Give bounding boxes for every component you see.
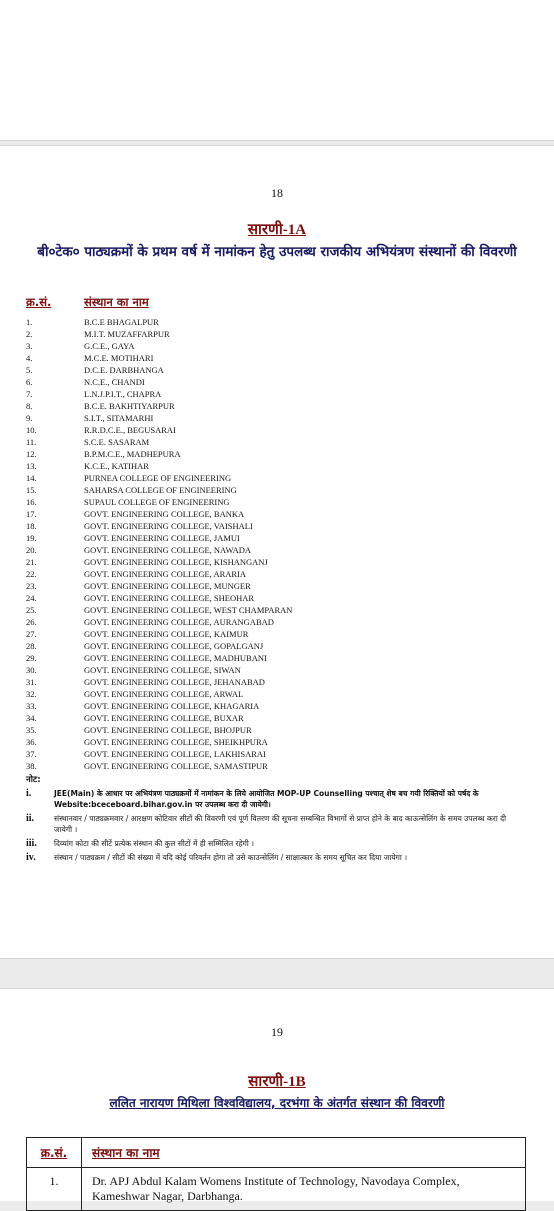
institute-name: GOVT. ENGINEERING COLLEGE, GOPALGANJ — [84, 641, 264, 651]
institute-name: Dr. APJ Abdul Kalam Womens Institute of Technology, Navodaya Complex, Kameshwar Nagar, Darbhanga. — [82, 1168, 526, 1211]
serial-number: 19. — [26, 533, 37, 543]
note-text: संस्थानवार / पाठ्यक्रमवार / आरक्षण कोटिवार सीटों की विवरणी एवं पूर्ण वितरण की सूचना सम्बन्धित विभागों से प्राप्त होने के बाद काऊन्सेलिंग के समय उपलब्ध करा दी जायेगी । — [54, 814, 507, 834]
list-item — [26, 388, 526, 400]
note-item — [26, 813, 526, 835]
serial-number: 20. — [26, 545, 37, 555]
serial-number: 35. — [26, 725, 37, 735]
serial-number: 37. — [26, 749, 37, 759]
note-number: iii. — [26, 838, 37, 849]
list-item — [26, 664, 526, 676]
list-item — [26, 472, 526, 484]
list-item — [26, 580, 526, 592]
serial-number: 22. — [26, 569, 37, 579]
institute-name: GOVT. ENGINEERING COLLEGE, MADHUBANI — [84, 653, 267, 663]
institute-name: L.N.J.P.I.T., CHAPRA — [84, 389, 162, 399]
note-number: i. — [26, 788, 32, 799]
list-item — [26, 568, 526, 580]
serial-number: 23. — [26, 581, 37, 591]
list-item — [26, 460, 526, 472]
list-item — [26, 400, 526, 412]
list-item — [26, 328, 526, 340]
note-item — [26, 838, 526, 849]
notes-label: नोट: — [26, 775, 41, 785]
previous-page-fragment — [0, 0, 554, 141]
table-subtitle-1b: ललित नारायण मिथिला विश्वविद्यालय, दरभंगा के अंतर्गत संस्थान की विवरणी — [109, 1096, 445, 1110]
list-item — [26, 640, 526, 652]
note-number: ii. — [26, 813, 35, 824]
institute-name: R.R.D.C.E., BEGUSARAI — [84, 425, 176, 435]
list-item — [26, 376, 526, 388]
institute-name: GOVT. ENGINEERING COLLEGE, JAMUI — [84, 533, 240, 543]
institute-name: M.I.T. MUZAFFARPUR — [84, 329, 170, 339]
list-item — [26, 676, 526, 688]
serial-number: 3. — [26, 341, 33, 351]
note-text: संस्थान / पाठ्यक्रम / सीटों की संख्या में यदि कोई परिवर्तन होगा तो उसे काउन्सेलिंग / साक्षात्कार के समय सूचित कर दिया जायेगा । — [54, 853, 408, 862]
institute-name: D.C.E. DARBHANGA — [84, 365, 164, 375]
institute-name: GOVT. ENGINEERING COLLEGE, KAIMUR — [84, 629, 249, 639]
list-item — [26, 724, 526, 736]
institute-name: SAHARSA COLLEGE OF ENGINEERING — [84, 485, 237, 495]
list-item — [26, 592, 526, 604]
note-item — [26, 852, 526, 863]
serial-number: 2. — [26, 329, 33, 339]
institute-name: GOVT. ENGINEERING COLLEGE, WEST CHAMPARAN — [84, 605, 293, 615]
institute-name: GOVT. ENGINEERING COLLEGE, ARARIA — [84, 569, 247, 579]
column-header-serial: क्र.सं. — [27, 1138, 82, 1168]
table-row — [27, 1168, 526, 1211]
list-item — [26, 364, 526, 376]
serial-number: 25. — [26, 605, 37, 615]
institute-name: M.C.E. MOTIHARI — [84, 353, 154, 363]
institute-name: G.C.E., GAYA — [84, 341, 135, 351]
serial-number: 27. — [26, 629, 37, 639]
list-item — [26, 628, 526, 640]
institute-name: GOVT. ENGINEERING COLLEGE, LAKHISARAI — [84, 749, 266, 759]
serial-number: 11. — [26, 437, 37, 447]
list-item — [26, 340, 526, 352]
table-subtitle-1a: बी०टेक० पाठ्यक्रमों के प्रथम वर्ष में नामांकन हेतु उपलब्ध राजकीय अभियंत्रण संस्थानों की विवरणी — [37, 244, 517, 260]
list-item — [26, 616, 526, 628]
list-item — [26, 508, 526, 520]
institute-name: GOVT. ENGINEERING COLLEGE, KISHANGANJ — [84, 557, 268, 567]
list-item — [26, 700, 526, 712]
table-title-1a: सारणी-1A — [247, 222, 307, 238]
list-item — [26, 544, 526, 556]
list-item — [26, 352, 526, 364]
serial-number: 31. — [26, 677, 37, 687]
serial-number: 12. — [26, 449, 37, 459]
serial-number: 8. — [26, 401, 33, 411]
institute-name: GOVT. ENGINEERING COLLEGE, AURANGABAD — [84, 617, 274, 627]
serial-number: 18. — [26, 521, 37, 531]
list-item — [26, 520, 526, 532]
list-item — [26, 748, 526, 760]
page-number: 19 — [271, 1025, 283, 1039]
institute-name: GOVT. ENGINEERING COLLEGE, NAWADA — [84, 545, 252, 555]
list-item — [26, 412, 526, 424]
institute-name: GOVT. ENGINEERING COLLEGE, SAMASTIPUR — [84, 761, 268, 771]
list-item — [26, 652, 526, 664]
note-text: दिव्यांग कोटा की सीटें प्रत्येक संस्थान की कुल सीटों में ही सम्मिलित रहेगी । — [54, 839, 254, 848]
institute-name: GOVT. ENGINEERING COLLEGE, MUNGER — [84, 581, 251, 591]
notes-list — [26, 788, 526, 866]
institute-name: K.C.E., KATIHAR — [84, 461, 149, 471]
serial-number: 29. — [26, 653, 37, 663]
institute-name: B.P.M.C.E., MADHEPURA — [84, 449, 181, 459]
serial-number: 16. — [26, 497, 37, 507]
serial-number: 21. — [26, 557, 37, 567]
institute-name: GOVT. ENGINEERING COLLEGE, VAISHALI — [84, 521, 253, 531]
list-item — [26, 712, 526, 724]
institute-name: B.C.E. BAKHTIYARPUR — [84, 401, 175, 411]
institute-name: GOVT. ENGINEERING COLLEGE, BANKA — [84, 509, 245, 519]
institute-name: B.C.E BHAGALPUR — [84, 317, 159, 327]
list-item — [26, 436, 526, 448]
serial-number: 4. — [26, 353, 33, 363]
table-title-1b: सारणी-1B — [248, 1074, 306, 1090]
list-item — [26, 556, 526, 568]
serial-number: 14. — [26, 473, 37, 483]
serial-number: 33. — [26, 701, 37, 711]
serial-number: 5. — [26, 365, 33, 375]
institute-name: GOVT. ENGINEERING COLLEGE, JEHANABAD — [84, 677, 265, 687]
serial-number: 1. — [26, 317, 33, 327]
serial-number: 32. — [26, 689, 37, 699]
list-item — [26, 688, 526, 700]
column-header-institute-name: संस्थान का नाम — [82, 1138, 526, 1168]
note-item — [26, 788, 526, 810]
serial-number: 36. — [26, 737, 37, 747]
serial-number: 26. — [26, 617, 37, 627]
institute-name: GOVT. ENGINEERING COLLEGE, SHEIKHPURA — [84, 737, 268, 747]
list-item — [26, 424, 526, 436]
document-page-18 — [0, 145, 554, 959]
list-item — [26, 604, 526, 616]
serial-number: 13. — [26, 461, 37, 471]
institute-name: GOVT. ENGINEERING COLLEGE, BHOJPUR — [84, 725, 252, 735]
institute-name: GOVT. ENGINEERING COLLEGE, BUXAR — [84, 713, 244, 723]
serial-number: 9. — [26, 413, 33, 423]
column-header-serial: क्र.सं. — [26, 295, 52, 309]
list-item — [26, 760, 526, 772]
institute-name: GOVT. ENGINEERING COLLEGE, KHAGARIA — [84, 701, 260, 711]
serial-number: 6. — [26, 377, 33, 387]
list-item — [26, 316, 526, 328]
list-item — [26, 496, 526, 508]
serial-number: 34. — [26, 713, 37, 723]
institute-name: SUPAUL COLLEGE OF ENGINEERING — [84, 497, 230, 507]
note-number: iv. — [26, 852, 36, 863]
institute-name: S.C.E. SASARAM — [84, 437, 150, 447]
institute-name: GOVT. ENGINEERING COLLEGE, SIWAN — [84, 665, 241, 675]
serial-number: 24. — [26, 593, 37, 603]
institute-name: N.C.E., CHANDI — [84, 377, 145, 387]
serial-number: 15. — [26, 485, 37, 495]
serial-number: 28. — [26, 641, 37, 651]
serial-number: 17. — [26, 509, 37, 519]
serial-number: 7. — [26, 389, 33, 399]
institute-name: S.I.T., SITAMARHI — [84, 413, 154, 423]
institute-name: GOVT. ENGINEERING COLLEGE, ARWAL — [84, 689, 244, 699]
page-number: 18 — [271, 186, 283, 200]
serial-number: 30. — [26, 665, 37, 675]
list-item — [26, 448, 526, 460]
serial-number: 38. — [26, 761, 37, 771]
list-item — [26, 736, 526, 748]
table-header-row — [27, 1138, 526, 1168]
column-header-institute-name: संस्थान का नाम — [84, 295, 149, 309]
document-page-19 — [0, 988, 554, 1201]
institute-name: GOVT. ENGINEERING COLLEGE, SHEOHAR — [84, 593, 255, 603]
institute-name: PURNEA COLLEGE OF ENGINEERING — [84, 473, 232, 483]
institute-list — [26, 316, 526, 772]
list-item — [26, 532, 526, 544]
serial-number: 10. — [26, 425, 37, 435]
list-item — [26, 484, 526, 496]
note-text: JEE(Main) के आधार पर अभियंत्रण पाठ्यक्रमों में नामांकन के लिये आयोजित MOP-UP Counselling पश्चात् शेष बच गयी रिक्तियों को पर्षद के Website:bceceboard.bihar.gov.in पर उपलब्ध करा दी जायेगी। — [54, 789, 479, 809]
serial-number: 1. — [27, 1168, 82, 1211]
